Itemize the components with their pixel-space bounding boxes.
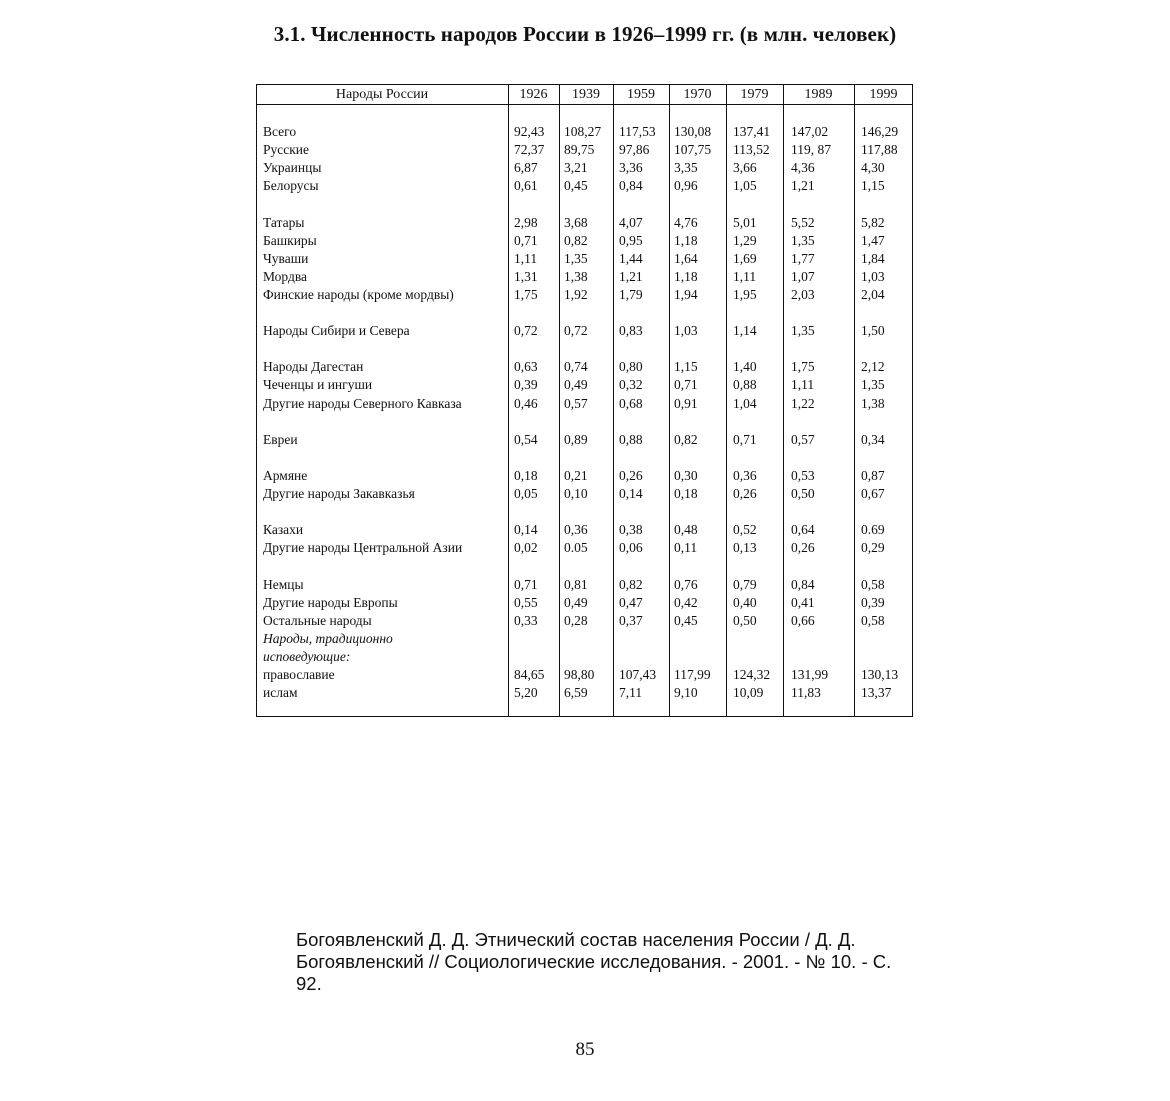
cell-value: 1,07 (791, 268, 815, 284)
cell-value: 1,40 (733, 359, 757, 375)
cell-value: 6,87 (514, 160, 538, 176)
cell-value: 0,18 (674, 486, 698, 501)
cell-value: 1,47 (861, 232, 885, 248)
cell-value: 0,80 (619, 359, 643, 375)
cell-value: 1,14 (733, 323, 757, 339)
row-label: ислам (263, 685, 298, 701)
cell-value: 0,45 (564, 178, 588, 194)
cell-value: 0,50 (733, 612, 757, 628)
row-label: Немцы (263, 576, 304, 592)
cell-value: 0,89 (564, 431, 588, 447)
cell-value: 130,08 (674, 124, 712, 139)
header-year: 1999 (869, 87, 898, 102)
row-label: Другие народы Европы (263, 594, 398, 610)
cell-value: 1,18 (674, 268, 698, 284)
cell-value: 0.05 (564, 540, 588, 556)
page-number: 85 (575, 1039, 595, 1060)
cell-value: 0,71 (514, 576, 538, 592)
cell-value: 0,54 (514, 431, 538, 447)
cell-value: 1,03 (674, 323, 698, 339)
table-row (256, 612, 912, 630)
row-label: Казахи (263, 522, 304, 538)
cell-value: 1,03 (861, 268, 885, 284)
cell-value: 1,50 (861, 323, 885, 339)
table-title: 3.1. Численность народов России в 1926–1999 гг. (в млн. человек) (273, 22, 897, 46)
cell-value: 0,76 (674, 576, 698, 592)
row-label: Народы, традиционно (263, 630, 393, 646)
cell-value: 0,66 (791, 612, 815, 628)
cell-value: 0,63 (514, 359, 538, 375)
table-row (256, 594, 912, 612)
cell-value: 0,88 (619, 431, 643, 447)
cell-value: 1,21 (791, 178, 815, 194)
cell-value: 0,72 (514, 323, 538, 339)
cell-value: 1,94 (674, 286, 698, 302)
cell-value: 5,01 (733, 214, 757, 230)
cell-value: 117,88 (861, 142, 898, 158)
cell-value: 1,11 (791, 377, 815, 393)
cell-value: 0,58 (861, 576, 885, 592)
table-row (256, 286, 912, 304)
cell-value: 0,41 (791, 594, 815, 610)
cell-value: 4,07 (619, 214, 643, 230)
cell-value: 1,95 (733, 286, 757, 302)
header-year: 1970 (683, 87, 712, 102)
cell-value: 2,03 (791, 286, 815, 302)
cell-value: 0,83 (619, 323, 643, 339)
table-row (256, 467, 912, 485)
row-label: Чеченцы и ингуши (263, 377, 373, 393)
cell-value: 0,42 (674, 594, 698, 610)
cell-value: 3,35 (674, 160, 698, 176)
cell-value: 0,40 (733, 594, 757, 610)
header-year: 1959 (627, 87, 655, 102)
table-row (256, 376, 912, 394)
cell-value: 0,81 (564, 576, 588, 592)
table-row (256, 214, 912, 232)
cell-value: 5,20 (514, 685, 538, 701)
cell-value: 0,06 (619, 540, 643, 556)
cell-value: 0,36 (564, 522, 588, 538)
row-label: Башкиры (263, 232, 317, 248)
cell-value: 119, 87 (791, 142, 831, 158)
cell-value: 9,10 (674, 685, 698, 701)
cell-value: 4,30 (861, 160, 885, 176)
cell-value: 0,10 (564, 486, 588, 501)
cell-value: 0,11 (674, 540, 698, 556)
cell-value: 0,79 (733, 576, 757, 592)
cell-value: 0,36 (733, 467, 757, 483)
cell-value: 0,29 (861, 540, 885, 556)
row-label: Остальные народы (263, 612, 372, 628)
header-year: 1926 (519, 87, 548, 102)
cell-value: 1,35 (791, 232, 815, 248)
cell-value: 1,44 (619, 250, 643, 266)
cell-value: 10,09 (733, 685, 764, 701)
cell-value: 0,45 (674, 612, 698, 628)
table-row (256, 322, 912, 340)
row-label: Мордва (263, 268, 308, 284)
cell-value: 7,11 (619, 685, 643, 701)
cell-value: 2,04 (861, 286, 885, 302)
cell-value: 4,76 (674, 214, 698, 230)
cell-value: 0,88 (733, 377, 757, 393)
cell-value: 0,39 (861, 594, 885, 610)
cell-value: 108,27 (564, 124, 602, 139)
cell-value: 92,43 (514, 124, 545, 139)
cell-value: 0,13 (733, 540, 757, 556)
row-label: исповедующие: (263, 648, 351, 664)
cell-value: 0,26 (791, 540, 815, 556)
cell-value: 0,14 (619, 486, 643, 501)
header-year: 1939 (572, 87, 600, 102)
cell-value: 3,66 (733, 160, 757, 176)
cell-value: 98,80 (564, 667, 595, 682)
cell-value: 1,38 (861, 395, 885, 411)
cell-value: 117,99 (674, 667, 711, 682)
cell-value: 0,37 (619, 612, 643, 628)
cell-value: 0,82 (619, 576, 643, 592)
table-row (256, 177, 912, 195)
header-peoples: Народы России (335, 87, 429, 102)
cell-value: 0,21 (564, 467, 588, 483)
cell-value: 2,12 (861, 359, 885, 375)
cell-value: 1,21 (619, 268, 643, 284)
table-row (256, 576, 912, 594)
row-label: православие (263, 667, 335, 682)
cell-value: 0,67 (861, 486, 885, 501)
cell-value: 0,32 (619, 377, 643, 393)
cell-value: 89,75 (564, 142, 595, 158)
cell-value: 72,37 (514, 142, 545, 158)
cell-value: 0,87 (861, 467, 885, 483)
cell-value: 1,35 (861, 377, 885, 393)
cell-value: 1,75 (791, 359, 815, 375)
cell-value: 0.69 (861, 522, 885, 538)
cell-value: 0,47 (619, 594, 643, 610)
cell-value: 0,82 (674, 431, 698, 447)
cell-value: 130,13 (861, 667, 899, 682)
table-row (256, 141, 912, 159)
cell-value: 1,77 (791, 250, 815, 266)
cell-value: 147,02 (791, 124, 829, 139)
cell-value: 0,38 (619, 522, 643, 538)
cell-value: 117,53 (619, 124, 656, 139)
cell-value: 1,31 (514, 268, 538, 284)
cell-value: 3,68 (564, 214, 588, 230)
cell-value: 1,29 (733, 232, 757, 248)
cell-value: 0,57 (791, 431, 815, 447)
cell-value: 0,52 (733, 522, 757, 538)
cell-value: 1,64 (674, 250, 698, 266)
cell-value: 146,29 (861, 124, 899, 139)
cell-value: 3,36 (619, 160, 643, 176)
cell-value: 0,46 (514, 395, 538, 411)
cell-value: 0,74 (564, 359, 588, 375)
table-row (256, 630, 912, 648)
header-year: 1989 (804, 87, 833, 102)
row-label: Другие народы Северного Кавказа (263, 395, 462, 411)
cell-value: 1,69 (733, 250, 757, 266)
table-row (256, 268, 912, 286)
row-label: Украинцы (263, 160, 322, 176)
row-label: Другие народы Центральной Азии (263, 540, 463, 556)
cell-value: 0,05 (514, 486, 538, 501)
cell-value: 0,50 (791, 486, 815, 501)
cell-value: 1,75 (514, 286, 538, 302)
cell-value: 0,55 (514, 594, 538, 610)
cell-value: 137,41 (733, 124, 771, 139)
cell-value: 6,59 (564, 685, 588, 701)
cell-value: 1,35 (791, 323, 815, 339)
table-row (256, 358, 912, 376)
cell-value: 131,99 (791, 667, 829, 682)
cell-value: 0,26 (619, 467, 643, 483)
cell-value: 3,21 (564, 160, 588, 176)
cell-value: 1,15 (861, 178, 885, 194)
table-row (256, 684, 912, 702)
cell-value: 0,82 (564, 232, 588, 248)
cell-value: 1,11 (514, 250, 538, 266)
cell-value: 0,71 (674, 377, 698, 393)
population-table (256, 84, 913, 718)
cell-value: 1,92 (564, 286, 588, 302)
cell-value: 113,52 (733, 142, 770, 158)
cell-value: 84,65 (514, 667, 545, 682)
cell-value: 0,61 (514, 178, 538, 194)
cell-value: 0,57 (564, 395, 588, 411)
cell-value: 0,95 (619, 232, 643, 248)
cell-value: 97,86 (619, 142, 650, 158)
cell-value: 2,98 (514, 214, 538, 230)
row-label: Белорусы (263, 178, 319, 194)
row-label: Другие народы Закавказья (263, 486, 415, 501)
row-label: Чуваши (263, 250, 309, 266)
table-row (256, 232, 912, 250)
cell-value: 1,79 (619, 286, 643, 302)
table-row (256, 159, 912, 177)
cell-value: 0,39 (514, 377, 538, 393)
citation: Богоявленский Д. Д. Этнический состав населения России / Д. Д. Богоявленский // Социологические исследования. - 2001. - № 10. - С. 92. (296, 929, 892, 994)
row-label: Русские (263, 142, 310, 158)
cell-value: 0,33 (514, 612, 538, 628)
cell-value: 124,32 (733, 667, 771, 682)
table-row (256, 521, 912, 539)
cell-value: 0,49 (564, 594, 588, 610)
cell-value: 0,28 (564, 612, 588, 628)
cell-value: 4,36 (791, 160, 815, 176)
cell-value: 0,72 (564, 323, 588, 339)
cell-value: 1,11 (733, 268, 757, 284)
cell-value: 0,48 (674, 522, 698, 538)
cell-value: 1,38 (564, 268, 588, 284)
row-label: Армяне (263, 467, 308, 483)
cell-value: 1,35 (564, 250, 588, 266)
table-row (256, 431, 912, 449)
cell-value: 107,43 (619, 667, 657, 682)
cell-value: 0,71 (514, 232, 538, 248)
row-label: Финские народы (кроме мордвы) (263, 286, 454, 302)
cell-value: 0,91 (674, 395, 698, 411)
cell-value: 13,37 (861, 685, 892, 701)
cell-value: 0,58 (861, 612, 885, 628)
header-year: 1979 (740, 87, 769, 102)
table-row (256, 539, 912, 557)
cell-value: 1,05 (733, 178, 757, 194)
cell-value: 0,96 (674, 178, 698, 194)
table-row (256, 250, 912, 268)
cell-value: 5,82 (861, 214, 885, 230)
cell-value: 0,49 (564, 377, 588, 393)
cell-value: 0,64 (791, 522, 815, 538)
row-label: Всего (263, 124, 297, 139)
cell-value: 0,68 (619, 395, 643, 411)
cell-value: 0,84 (791, 576, 815, 592)
table-row (256, 395, 912, 413)
cell-value: 1,22 (791, 395, 815, 411)
cell-value: 5,52 (791, 214, 815, 230)
cell-value: 1,84 (861, 250, 885, 266)
table-row (256, 648, 912, 666)
table-row (256, 123, 912, 141)
table-row (256, 485, 912, 503)
cell-value: 11,83 (791, 685, 821, 701)
cell-value: 0,18 (514, 467, 538, 483)
row-label: Татары (263, 214, 305, 230)
table-header-rule (256, 104, 912, 105)
row-label: Евреи (263, 431, 298, 447)
cell-value: 0,53 (791, 467, 815, 483)
cell-value: 0,14 (514, 522, 538, 538)
cell-value: 0,34 (861, 431, 885, 447)
row-label: Народы Сибири и Севера (263, 323, 410, 339)
cell-value: 0,02 (514, 540, 538, 556)
row-label: Народы Дагестан (263, 359, 364, 375)
table-row (256, 666, 912, 684)
cell-value: 0,26 (733, 486, 757, 501)
cell-value: 1,18 (674, 232, 698, 248)
cell-value: 107,75 (674, 142, 712, 158)
cell-value: 0,84 (619, 178, 643, 194)
cell-value: 1,04 (733, 395, 757, 411)
cell-value: 0,30 (674, 467, 698, 483)
cell-value: 0,71 (733, 431, 757, 447)
cell-value: 1,15 (674, 359, 698, 375)
table-top-rule (256, 84, 912, 85)
